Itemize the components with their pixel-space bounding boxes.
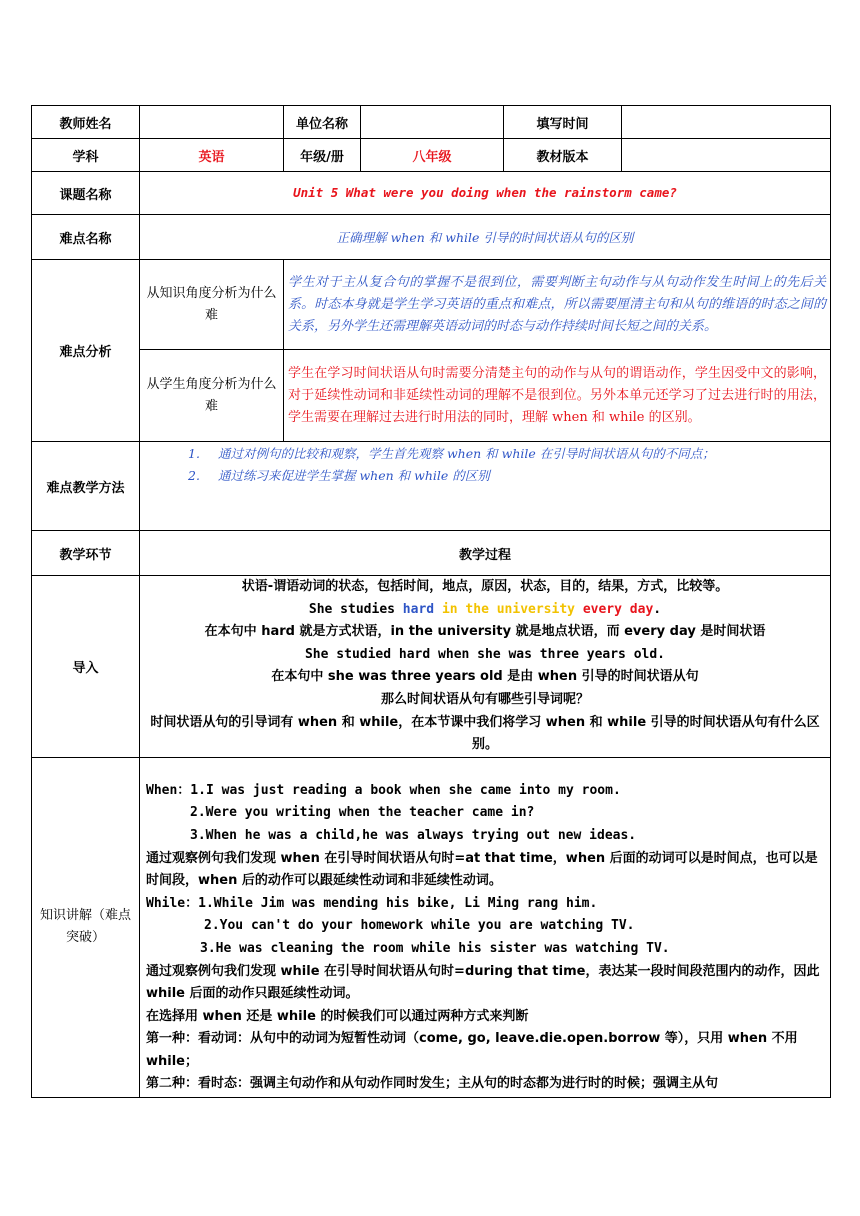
lesson-plan-table bbox=[31, 105, 831, 1098]
edition-label: 教材版本 bbox=[504, 139, 622, 172]
subject-label: 学科 bbox=[32, 139, 140, 172]
intro-line-2: She studies hard in the university every day. bbox=[308, 601, 662, 617]
teacher-name-label: 教师姓名 bbox=[32, 106, 140, 139]
header-row-2 bbox=[32, 139, 831, 172]
when-example-1: When：1.I was just reading a book when she came into my room. bbox=[146, 782, 621, 798]
choose-note: 在选择用 when 还是 while 的时候我们可以通过两种方式来判断 bbox=[146, 1008, 529, 1024]
difficulty-label: 难点名称 bbox=[32, 215, 140, 260]
process-label: 教学过程 bbox=[140, 531, 831, 576]
fill-time-label: 填写时间 bbox=[504, 106, 622, 139]
intro-content bbox=[140, 576, 831, 758]
first-method: 第一种：看动词：从句中的动词为短暂性动词（come, go, leave.die.open.borrow 等），只用 when 不用 while； bbox=[146, 1031, 798, 1069]
fill-time-value bbox=[622, 106, 831, 139]
intro-line-3: 在本句中 hard 就是方式状语，in the university 就是地点状语，而 every day 是时间状语 bbox=[204, 624, 766, 640]
process-header-row bbox=[32, 531, 831, 576]
difficulty-row bbox=[32, 215, 831, 260]
intro-line-4: She studied hard when she was three years old. bbox=[304, 646, 666, 662]
knowledge-angle-label: 从知识角度分析为什么难 bbox=[140, 260, 284, 350]
difficulty-text: 正确理解 when 和 while 引导的时间状语从句的区别 bbox=[336, 230, 634, 245]
intro-line-6: 那么时间状语从句有哪些引导词呢？ bbox=[380, 691, 589, 707]
second-method: 第二种：看时态：强调主句动作和从句动作同时发生；主从句的时态都为进行时的时候；强调主从句 bbox=[146, 1076, 719, 1092]
knowledge-angle-text: 学生对于主从复合句的掌握不是很到位，需要判断主句动作与从句动作发生时间上的先后关系。时态本身就是学生学习英语的重点和难点，所以需要厘清主句和从句的维语的时态之间的关系，另外学生还需理解英语动词的时态与动作持续时间长短之间的关系。 bbox=[284, 260, 831, 350]
knowledge-label: 知识讲解（难点突破） bbox=[32, 757, 140, 1097]
when-example-3: 3.When he was a child,he was always trying out new ideas. bbox=[190, 827, 637, 843]
difficulty-value bbox=[140, 215, 831, 260]
intro-row bbox=[32, 576, 831, 758]
intro-label: 导入 bbox=[32, 576, 140, 758]
intro-line-1: 状语-谓语动词的状态，包括时间，地点，原因，状态，目的，结果，方式，比较等。 bbox=[241, 579, 729, 594]
analysis-row-knowledge bbox=[32, 260, 831, 350]
topic-label: 课题名称 bbox=[32, 172, 140, 215]
topic-value bbox=[140, 172, 831, 215]
stage-label: 教学环节 bbox=[32, 531, 140, 576]
analysis-label: 难点分析 bbox=[32, 260, 140, 442]
while-example-2: 2.You can't do your homework while you are watching TV. bbox=[204, 918, 635, 934]
topic-text: Unit 5 What were you doing when the rainstorm came? bbox=[293, 185, 677, 200]
student-angle-label: 从学生角度分析为什么难 bbox=[140, 350, 284, 442]
teacher-name-value bbox=[140, 106, 284, 139]
grade-value: 八年级 bbox=[361, 139, 504, 172]
methods-row bbox=[32, 442, 831, 531]
methods-content bbox=[140, 442, 831, 531]
knowledge-content bbox=[140, 757, 831, 1097]
grade-label: 年级/册 bbox=[284, 139, 361, 172]
methods-label: 难点教学方法 bbox=[32, 442, 140, 531]
unit-name-value bbox=[361, 106, 504, 139]
when-note: 通过观察例句我们发现 when 在引导时间状语从句时=at that time，when 后面的动词可以是时间点，也可以是时间段，when 后的动作可以跟延续性动词和非延续性动词。 bbox=[146, 850, 818, 889]
knowledge-row bbox=[32, 757, 831, 1097]
method-item-2: 2. 通过练习来促进学生掌握 when 和 while 的区别 bbox=[188, 468, 490, 483]
unit-name-label: 单位名称 bbox=[284, 106, 361, 139]
when-example-2: 2.Were you writing when the teacher came in? bbox=[190, 805, 535, 821]
analysis-row-student bbox=[32, 350, 831, 442]
method-item-1: 1. 通过对例句的比较和观察，学生首先观察 when 和 while 在引导时间状语从句的不同点； bbox=[188, 446, 715, 461]
edition-value bbox=[622, 139, 831, 172]
intro-line-7: 时间状语从句的引导词有 when 和 while，在本节课中我们将学习 when 和 while 引导的时间状语从句有什么区别。 bbox=[150, 714, 820, 753]
intro-line-5: 在本句中 she was three years old 是由 when 引导的时间状语从句 bbox=[271, 669, 699, 685]
while-example-1: While：1.While Jim was mending his bike, Li Ming rang him. bbox=[146, 895, 598, 911]
subject-value: 英语 bbox=[140, 139, 284, 172]
header-row-1 bbox=[32, 106, 831, 139]
topic-row bbox=[32, 172, 831, 215]
while-example-3: 3.He was cleaning the room while his sister was watching TV. bbox=[200, 940, 670, 956]
student-angle-text: 学生在学习时间状语从句时需要分清楚主句的动作与从句的谓语动作，学生因受中文的影响，对于延续性动词和非延续性动词的理解不是很到位。另外本单元还学习了过去进行时的用法，学生需要在理解过去进行时用法的同时，理解 when 和 while 的区别。 bbox=[284, 350, 831, 442]
while-note: 通过观察例句我们发现 while 在引导时间状语从句时=during that time，表达某一段时间段范围内的动作，因此 while 后面的动作只跟延续性动词。 bbox=[146, 963, 820, 1002]
